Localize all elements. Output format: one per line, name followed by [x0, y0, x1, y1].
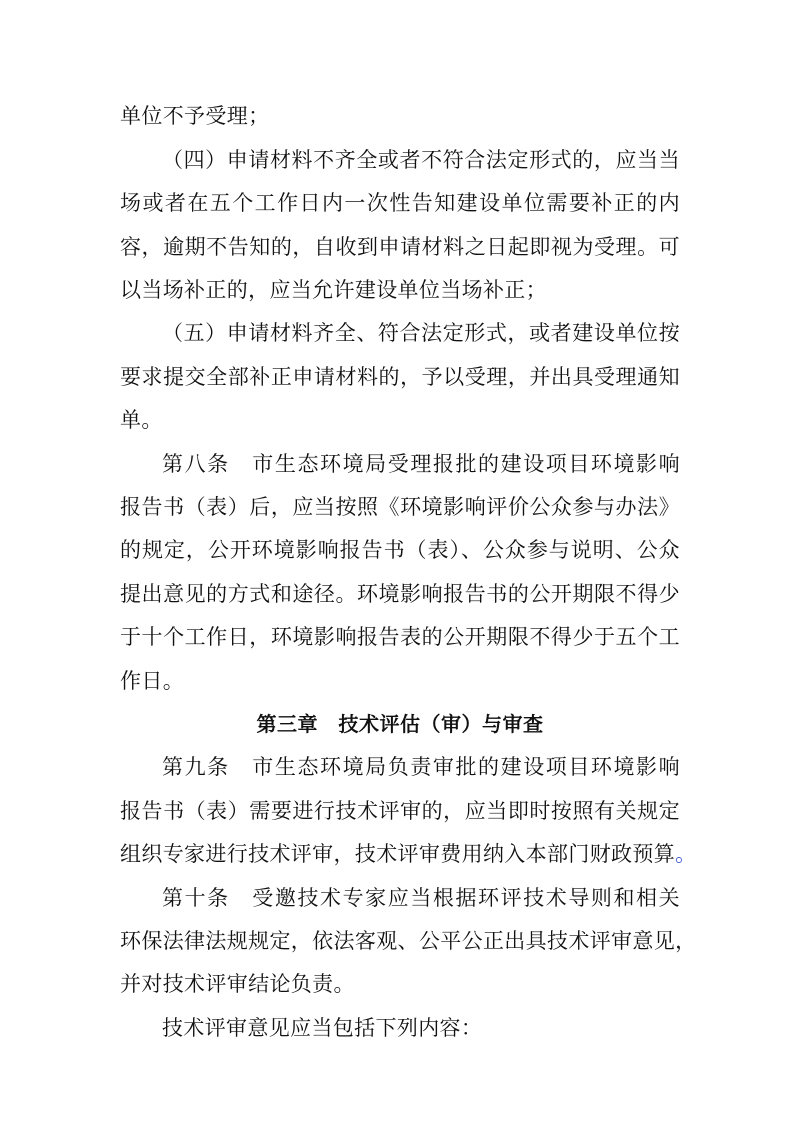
text-line: 于十个工作日，环境影响报告表的公开期限不得少于五个工 [120, 625, 680, 649]
text-line: 的规定，公开环境影响报告书（表）、公众参与说明、公众 [120, 538, 680, 562]
text-line: 单。 [120, 408, 163, 432]
text-line: 作日。 [120, 669, 185, 693]
text-line-with-mark [120, 836, 700, 872]
text-line: 提出意见的方式和途径。环境影响报告书的公开期限不得少 [120, 582, 680, 606]
text-line: 以当场补正的，应当允许建设单位当场补正； [120, 278, 547, 302]
text-line: 第九条 市生态环境局负责审批的建设项目环境影响 [162, 755, 680, 779]
line-end-mark: 。 [675, 842, 697, 866]
text-line: 并对技术评审结论负责。 [120, 972, 355, 996]
text-line: 报告书（表）需要进行技术评审的，应当即时按照有关规定 [120, 799, 680, 823]
text-line: 要求提交全部补正申请材料的，予以受理，并出具受理通知 [120, 365, 680, 389]
text-line: 环保法律法规规定，依法客观、公平公正出具技术评审意见， [120, 929, 697, 953]
text-line: 单位不予受理； [120, 104, 270, 128]
text-line: 技术评审意见应当包括下列内容： [162, 1016, 483, 1040]
text-line-content: 组织专家进行技术评审，技术评审费用纳入本部门财政预算 [120, 842, 676, 866]
text-line: （四）申请材料不齐全或者不符合法定形式的，应当当 [162, 148, 680, 172]
text-line: （五）申请材料齐全、符合法定形式，或者建设单位按 [162, 321, 680, 345]
text-line: 场或者在五个工作日内一次性告知建设单位需要补正的内 [120, 191, 680, 215]
chapter-heading: 第三章 技术评估（审）与审查 [256, 712, 544, 736]
text-line: 容，逾期不告知的，自收到申请材料之日起即视为受理。可 [120, 235, 680, 259]
text-line: 报告书（表）后，应当按照《环境影响评价公众参与办法》 [120, 495, 680, 519]
text-line: 第十条 受邀技术专家应当根据环评技术导则和相关 [162, 886, 680, 910]
text-line: 第八条 市生态环境局受理报批的建设项目环境影响 [162, 452, 680, 476]
